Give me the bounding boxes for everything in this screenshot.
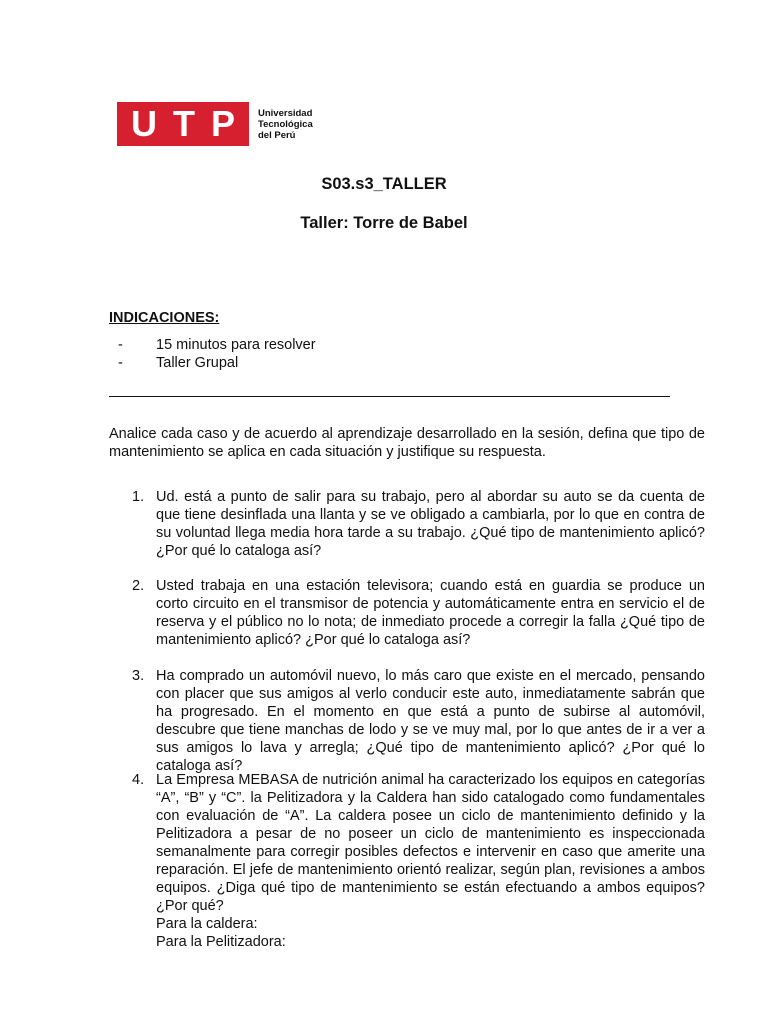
question-text: La Empresa MEBASA de nutrición animal ha caracterizado los equipos en categorías “A”, “B” y “C”. la Pelitizadora y la Caldera han sido catalogado como fundamentales con evaluación de “A”. La caldera posee un ciclo de mantenimiento definido y la Pelitizadora a pesar de no poseer un ciclo de mantenimiento es inspeccionada semanalmente para corregir posibles defectos e intervenir en caso que amerite una reparación. El jefe de mantenimiento orientó realizar, según plan, revisiones a ambos equipos. ¿Diga qué tipo de mantenimiento se están efectuando a ambos equipos? ¿Por qué?: [156, 772, 705, 914]
logo-wordmark: [258, 108, 313, 141]
question-number: 2.: [132, 578, 145, 594]
intro-paragraph: Analice cada caso y de acuerdo al aprendizaje desarrollado en la sesión, defina que tipo de mantenimiento se aplica en cada situación y justifique su respuesta.: [109, 426, 705, 460]
question-number: 1.: [132, 489, 145, 505]
logo-mark: [117, 102, 249, 146]
question-text: Ud. está a punto de salir para su trabajo, pero al abordar su auto se da cuenta de que tiene desinflada una llanta y se ve obligado a cambiarla, por lo que en contra de su voluntad llega media hora tarde a su trabajo. ¿Qué tipo de mantenimiento aplicó? ¿Por qué lo cataloga así?: [156, 489, 705, 559]
question-text: Usted trabaja en una estación televisora; cuando está en guardia se produce un corto circuito en el transmisor de potencia y automáticamente entra en servicio el de reserva y el público no lo nota; de inmediato procede a corregir la falla ¿Qué tipo de mantenimiento aplicó? ¿Por qué lo cataloga así?: [156, 578, 705, 648]
question-text: Ha comprado un automóvil nuevo, lo más caro que existe en el mercado, pensando con placer que sus amigos al verlo conducir este auto, inmediatamente sabrán que ha progresado. En el momento en que está a punto de subirse al automóvil, descubre que tiene manchas de lodo y se ve muy mal, por lo que antes de ir a ver a sus amigos lo lava y arregla; ¿Qué tipo de mantenimiento aplicó? ¿Por qué lo cataloga así?: [156, 668, 705, 774]
logo-letter-u: U: [130, 103, 157, 144]
bullet-text: 15 minutos para resolver: [156, 337, 316, 353]
question-number: 3.: [132, 668, 145, 684]
bullet-text: Taller Grupal: [156, 355, 239, 371]
answer-line-caldera: Para la caldera:: [156, 916, 258, 932]
list-item: [109, 336, 316, 354]
question-number: 4.: [132, 772, 145, 788]
list-item: [109, 354, 316, 372]
logo-line-3: del Perú: [258, 129, 296, 141]
question-2: [109, 577, 705, 649]
logo-line-1: Universidad: [258, 107, 313, 119]
indications-heading: INDICACIONES:: [109, 310, 220, 326]
utp-logo: [117, 102, 313, 146]
answer-line-pelitizadora: Para la Pelitizadora:: [156, 934, 286, 950]
document-subtitle: Taller: Torre de Babel: [300, 214, 468, 232]
logo-letter-t: T: [172, 103, 195, 144]
document-title: S03.s3_TALLER: [321, 175, 447, 193]
logo-letter-p: P: [210, 103, 235, 144]
question-3: [109, 667, 705, 775]
bullet-marker: -: [118, 337, 123, 353]
horizontal-rule: [109, 396, 670, 397]
question-4: [109, 771, 705, 951]
indications-list: [109, 336, 316, 372]
bullet-marker: -: [118, 355, 123, 371]
question-1: [109, 488, 705, 560]
logo-line-2: Tecnológica: [258, 118, 313, 130]
question-body: [156, 771, 705, 951]
